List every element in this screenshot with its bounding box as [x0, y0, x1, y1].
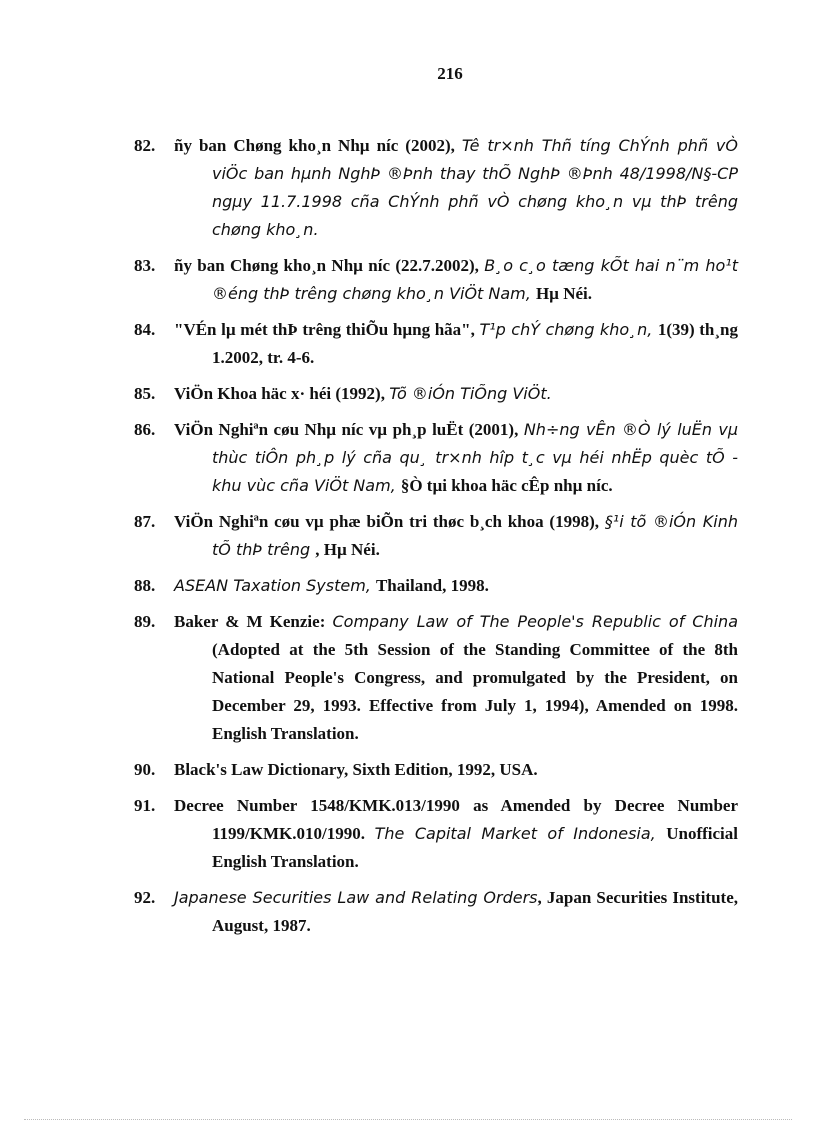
reference-number: 87. — [134, 512, 156, 531]
reference-title-italic: Tê tr×nh Thñ tíng ChÝnh phñ vÒ viÖc ban hµnh NghÞ ®Þnh thay thÕ NghÞ ®Þnh 48/1998/N§-CP ngµy 11.7.1998 cña ChÝnh phñ vÒ chøng kho¸n vµ thÞ trêng chøng kho¸n. — [212, 136, 738, 239]
reference-title-italic: Tõ ®iÓn TiÕng ViÖt. — [389, 384, 552, 403]
reference-item — [134, 508, 738, 564]
reference-segment: "VÉn lµ mét thÞ trêng thiÕu hµng hãa", — [174, 320, 480, 339]
reference-item — [134, 132, 738, 244]
reference-item — [134, 416, 738, 500]
reference-text — [174, 316, 738, 372]
reference-number: 83. — [134, 256, 156, 275]
reference-title-italic: ASEAN Taxation System, — [174, 576, 376, 595]
reference-segment: Unofficial English Translation. — [212, 824, 738, 871]
reference-item — [134, 316, 738, 372]
reference-segment: Decree Number 1548/KMK.013/1990 as Amended by Decree Number 1199/KMK.010/1990. — [174, 796, 738, 843]
reference-number: 92. — [134, 888, 156, 907]
reference-item — [134, 884, 738, 940]
reference-number: 84. — [134, 320, 156, 339]
reference-title-italic: Nh÷ng vÊn ®Ò lý luËn vµ thùc tiÔn ph¸p lý cña qu¸ tr×nh hîp t¸c vµ héi nhËp quèc tÕ - khu vùc cña ViÖt Nam, — [212, 420, 739, 495]
reference-item — [134, 756, 738, 784]
reference-title-italic: The Capital Market of Indonesia, — [374, 824, 667, 843]
reference-segment: §Ò tµi khoa häc cÊp nhµ níc. — [400, 476, 613, 495]
reference-segment: (Adopted at the 5th Session of the Standing Committee of the 8th National People's Congress, and promulgated by the President, on December 29, 1993. Effective from July 1, 1994), Amended on 1998. English Translation. — [212, 640, 738, 743]
reference-segment: Baker & M Kenzie: — [174, 612, 333, 631]
reference-text — [174, 756, 738, 784]
page-bottom-divider — [24, 1119, 792, 1120]
reference-list — [134, 132, 738, 948]
reference-text — [174, 572, 738, 600]
reference-item — [134, 608, 738, 748]
reference-segment: ViÖn Nghiªn cøu vµ phæ biÕn tri thøc b¸ch khoa (1998), — [174, 512, 605, 531]
reference-number: 88. — [134, 576, 156, 595]
reference-number: 90. — [134, 760, 156, 779]
reference-number: 82. — [134, 136, 156, 155]
reference-segment: ñy ban Chøng kho¸n Nhµ níc (22.7.2002), — [174, 256, 485, 275]
reference-segment: Thailand, 1998. — [375, 576, 489, 595]
reference-segment: ViÖn Khoa häc x· héi (1992), — [174, 384, 390, 403]
reference-item — [134, 380, 738, 408]
reference-text — [174, 380, 738, 408]
reference-text — [174, 416, 738, 500]
reference-title-italic: Company Law of The People's Republic of China — [332, 612, 738, 631]
reference-text — [174, 792, 738, 876]
reference-text — [174, 608, 738, 748]
reference-item — [134, 252, 738, 308]
reference-segment: 1(39) th¸ng 1.2002, tr. 4-6. — [212, 320, 738, 367]
reference-number: 85. — [134, 384, 156, 403]
reference-text — [174, 252, 738, 308]
reference-text — [174, 884, 738, 940]
page-number: 216 — [437, 64, 463, 83]
reference-number: 91. — [134, 796, 156, 815]
reference-segment: , Hµ Néi. — [315, 540, 380, 559]
reference-segment: ViÖn Nghiªn cøu Nhµ níc vµ ph¸p luËt (2001), — [174, 420, 524, 439]
reference-title-italic: T¹p chÝ chøng kho¸n, — [479, 320, 658, 339]
reference-text — [174, 508, 738, 564]
reference-item — [134, 792, 738, 876]
reference-title-italic: B¸o c¸o tæng kÕt hai n¨m ho¹t ®éng thÞ trêng chøng kho¸n ViÖt Nam, — [212, 256, 738, 303]
reference-text — [174, 132, 738, 244]
reference-title-italic: §¹i tõ ®iÓn Kinh tÕ thÞ trêng — [212, 512, 739, 559]
reference-segment: , Japan Securities Institute, August, 1987. — [212, 888, 738, 935]
reference-segment: ñy ban Chøng kho¸n Nhµ níc (2002), — [174, 136, 462, 155]
reference-title-italic: Japanese Securities Law and Relating Orders — [174, 888, 538, 907]
reference-item — [134, 572, 738, 600]
reference-segment: Black's Law Dictionary, Sixth Edition, 1992, USA. — [174, 760, 538, 779]
reference-segment: Hµ Néi. — [535, 284, 593, 303]
reference-number: 86. — [134, 420, 156, 439]
reference-number: 89. — [134, 612, 156, 631]
